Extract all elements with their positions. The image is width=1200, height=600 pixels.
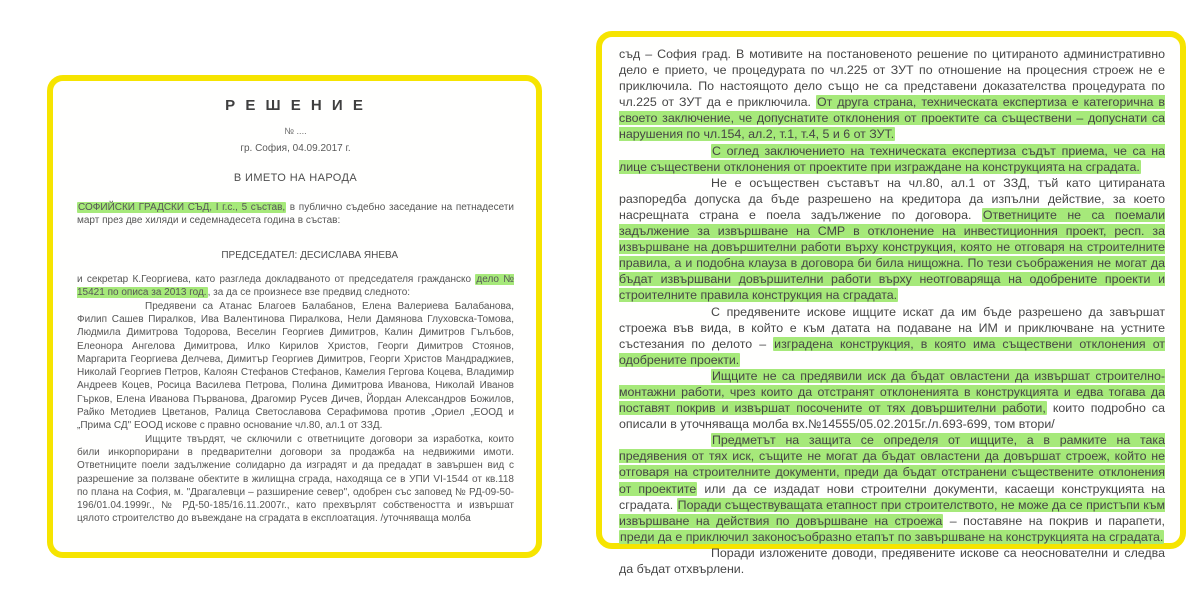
court-composition-paragraphs	[77, 201, 514, 228]
paragraph	[619, 304, 1165, 368]
right-body-paragraphs	[619, 46, 1165, 577]
text-segment: , за да се произнесе взе предвид следното:	[207, 287, 411, 299]
motto-line: В ИМЕТО НА НАРОДА	[233, 171, 358, 184]
highlighted-text: От друга страна, техническата експертиза е категорична в своето заключение, че допуснатите отклонения от проектите са съществени – допуснати са нарушения по чл.154, ал.2, т.1, т.4, 5 и 6 от ЗУТ.	[619, 95, 1165, 142]
text-segment: Ищците твърдят, че сключили с ответниците договори за изработка, които били инкорпорирани в предварителни договори за продажба на недвижими имоти. Ответниците поели задължение солидарно да изградят и да предадат в завършен вид с разрешение за ползване обектите в жилищна сграда, находяща се в УПИ VI-1544 от кв.118 по плана на София, м. "Драгалевци – разширение север", одобрен със заповед № РД-09-50-196/01.04.1999г., № РД-50-185/16.11.2007г., като прехвърлят собствеността и извършат цялото строителство до въвеждане на сградата в експлоатация. /уточняваща молба	[77, 433, 514, 525]
paragraph	[77, 201, 514, 228]
text-segment: в публично съдебно заседание на петнадесети март през две хиляди и седемнадесета година в състав:	[77, 202, 514, 227]
highlighted-text: Поради съществуващата етапност при строителството, не може да се пристъпи към извършване на действия по довършване на строежа	[619, 497, 1165, 528]
paragraph	[619, 545, 1165, 577]
paragraph	[77, 300, 514, 433]
left-page	[47, 75, 542, 558]
paragraph	[619, 368, 1165, 432]
highlighted-text: преди да е приключил законосъобразно етапът по завършване на конструкцията на сградата.	[620, 529, 1164, 544]
highlighted-text: изградена конструкция, в която има съществени отклонения от одобрените проекти.	[619, 336, 1165, 367]
text-segment: Не е осъществен съставът на чл.80, ал.1 от ЗЗД, тъй като цитираната разпоредба допуска да бъде разрешено на кредитора да изпълни действие, за което насрещната страна е поела задължение по договора.	[619, 175, 1165, 222]
paragraph	[77, 273, 514, 300]
text-segment: съд – София град. В мотивите на постановеното решение по цитираното административно дело е прието, че процедурата по чл.225 от ЗУТ по отношение на процесния строеж не е приключила. По настоящото дело също не са представени доказателства процедурата по чл.225 от ЗУТ да е приключила.	[619, 47, 1165, 110]
paragraph	[619, 46, 1165, 143]
city-date-line: гр. София, 04.09.2017 г.	[240, 142, 351, 154]
highlighted-text: СОФИЙСКИ ГРАДСКИ СЪД, I г.с., 5 състав,	[78, 202, 286, 214]
highlighted-text: Ищците не са предявили иск да бъдат овластени да извършат строително-монтажни работи, чрез които да отстранят отклоненията в конструкцията и едва тогава да поставят покрив и извършат посочените от тях довършителни работи,	[619, 368, 1165, 416]
highlighted-text: Предметът на защита се определя от ищците, а в рамките на така предявения от тях иск, същите не могат да бъдат овластени да довършат строеж, който не отговаря на строителните документи, преди да бъдат отстранени съществените отклонения от проектите	[619, 433, 1165, 496]
secretary-paragraphs	[77, 273, 514, 300]
paragraph	[619, 432, 1165, 545]
decision-number: № ....	[284, 126, 307, 137]
text-segment: – поставяне на покрив и парапети,	[943, 513, 1165, 528]
text-segment: Поради изложените доводи, предявените искове са неоснователни и следва да бъдат отхвърлени.	[619, 545, 1165, 576]
text-segment: и секретар К.Георгиева, като разгледа докладваното от председателя гражданско	[77, 274, 476, 286]
paragraph	[77, 433, 514, 526]
highlighted-text: С оглед заключението на техническата експертиза съдът приема, че са на лице съществени отклонения от проектите при изграждане на конструкцията на сградата.	[619, 143, 1165, 174]
text-segment: С предявените искове ищците искат да им бъде разрешено да завършат строежа във вида, в който е към датата на подаване на ИМ и приключване на устните състезания по делото –	[619, 304, 1165, 351]
text-segment: Предявени са Атанас Благоев Балабанов, Елена Валериева Балабанова, Филип Сашев Пиралков, Ива Валентинова Пиралкова, Нели Дамянова Глуховска-Томова, Людмила Димитрова Тодорова, Веселин Георгиев Димитров, Калин Димитров Гълъбов, Елеонора Ангелова Димитрова, Илко Кирилов Христов, Георги Димитров Стоянов, Маргарита Георгиева Делчева, Димитър Георгиев Димитров, Георги Христов Мандраджиев, Николай Георгиев Петров, Калоян Стефанов Стефанов, Камелия Гергова Коцева, Владимир Андреев Коцев, Росица Василева Петрова, Полина Димитрова Иванова, Николай Иванов Гърков, Елена Иванова Първанова, Драгомир Русев Дичев, Йордан Александров Божилов, Райко Методиев Цветанов, Ралица Светославова Серафимова против „Ориел „ЕООД и „Прима СД" ЕООД искове с правно основание чл.80, ал.1 от ЗЗД.	[77, 300, 514, 432]
right-page	[596, 31, 1186, 576]
left-body-paragraphs	[77, 300, 514, 526]
text-segment: или да се издадат нови строителни документи, касаещи конструкцията на сградата.	[619, 481, 1165, 512]
decision-title: Р Е Ш Е Н И Е	[225, 97, 366, 114]
paragraph	[619, 143, 1165, 175]
text-segment: които подробно са описали в уточняваща молба вх.№14555/05.02.2015г./л.693-699, том втори/	[619, 401, 1166, 432]
highlighted-text: дело № 15421 по описа за 2013 год.	[77, 274, 514, 299]
highlighted-text: Ответниците не са поемали задължение за извършване на СМР в отклонение на инвестиционния проект, респ. за извършване на довършителни работи върху конструкция, която не отговаря на строителните правила, а и подобна клауза в договора би била нищожна. По тези съображения не могат да бъдат извършвани довършителни работи върху неотговаряща на одобрените проекти и строителните правила конструкция на сградата.	[619, 207, 1165, 303]
paragraph	[619, 175, 1165, 304]
judge-line: ПРЕДСЕДАТЕЛ: ДЕСИСЛАВА ЯНЕВА	[221, 249, 398, 261]
